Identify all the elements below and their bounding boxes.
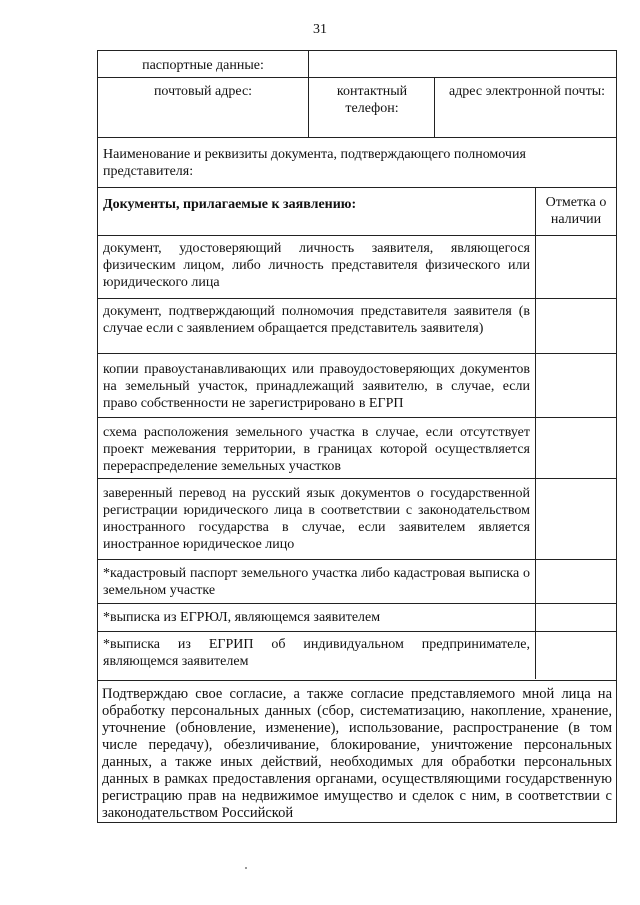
document-row: *выписка из ЕГРЮЛ, являющемся заявителем [103,610,381,625]
document-row: *выписка из ЕГРИП об индивидуальном предпринимателе, являющемся заявителем [103,637,530,669]
authority-document-label: Наименование и реквизиты документа, подтверждающего полномочия представителя: [103,147,526,179]
document-row: документ, удостоверяющий личность заявителя, являющегося физическим лицом, либо личность представителя физического или юридического лица [103,241,530,290]
consent-block [97,681,617,823]
page-number: 31 [313,22,327,37]
contact-phone-label: контактный телефон: [336,84,408,116]
passport-label: паспортные данные: [142,58,264,73]
documents-header: Документы, прилагаемые к заявлению: [103,197,357,212]
consent-text: Подтверждаю свое согласие, а также согласие представляемого мной лица на обработку персональных данных (сбор, систематизацию, накопление, хранение, уточнение (обновление, изменение), использование, распространение (в том числе передачу), обезличивание, блокирование, уничтожение персональных данных, а также иных действий, необходимых для обработки персональных данных в рамках предоставления органами, осуществляющими государственную регистрацию прав на недвижимое имущество и сделок с ним, в соответствии с законодательством Российской [102,686,612,821]
email-label: адрес электронной почты: [448,84,606,99]
presence-mark-header: Отметка о наличии [545,195,607,227]
authority-document-block [97,138,617,188]
document-row: документ, подтверждающий полномочия представителя заявителя (в случае если с заявлением обращается представитель заявителя) [103,304,530,336]
document-row: *кадастровый паспорт земельного участка либо кадастровая выписка о земельном участке [103,566,530,598]
attached-documents-table [97,188,617,681]
document-row: копии правоустанавливающих или правоудостоверяющих документов на земельный участок, принадлежащий заявителю, в случае, если право собственности не зарегистрировано в ЕГРП [103,362,530,411]
document-row: заверенный перевод на русский язык документов о государственной регистрации юридического лица в соответствии с законодательством иностранного государства в случае, если заявителем является иностранное юридическое лицо [103,486,530,552]
scan-speck [245,867,247,869]
postal-address-label: почтовый адрес: [153,84,253,99]
document-row: схема расположения земельного участка в случае, если отсутствует проект межевания территории, в границах которой осуществляется перераспределение земельных участков [103,425,530,474]
applicant-contacts-table [97,50,617,138]
